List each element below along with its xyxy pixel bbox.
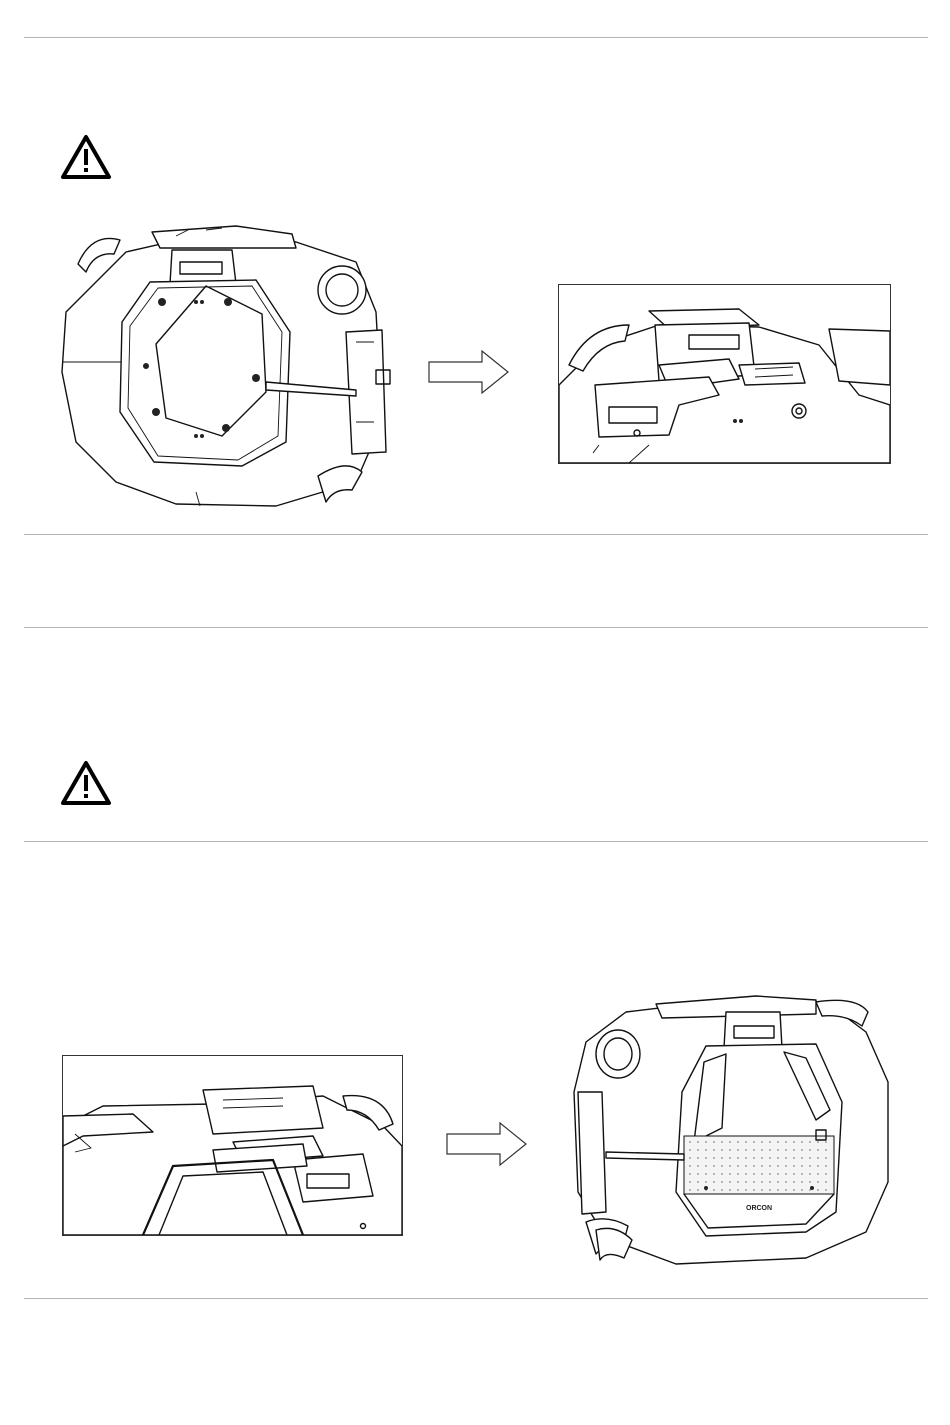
- unit-front-panel-removed: [56, 222, 402, 514]
- section-divider: [24, 37, 928, 38]
- unit-front-panel-mounted: [566, 992, 896, 1268]
- right-arrow-icon: [446, 1122, 528, 1166]
- right-arrow-icon: [428, 350, 510, 394]
- section-divider: [24, 841, 928, 842]
- section-divider: [24, 534, 928, 535]
- bracket-cover-detail-closeup: [62, 1055, 403, 1236]
- brand-logo: ORCON: [746, 1205, 773, 1212]
- bracket-detail-closeup: [558, 284, 891, 464]
- warning-triangle-icon: [60, 134, 112, 180]
- section-divider: [24, 1298, 928, 1299]
- section-divider: [24, 627, 928, 628]
- warning-triangle-icon: [60, 760, 112, 806]
